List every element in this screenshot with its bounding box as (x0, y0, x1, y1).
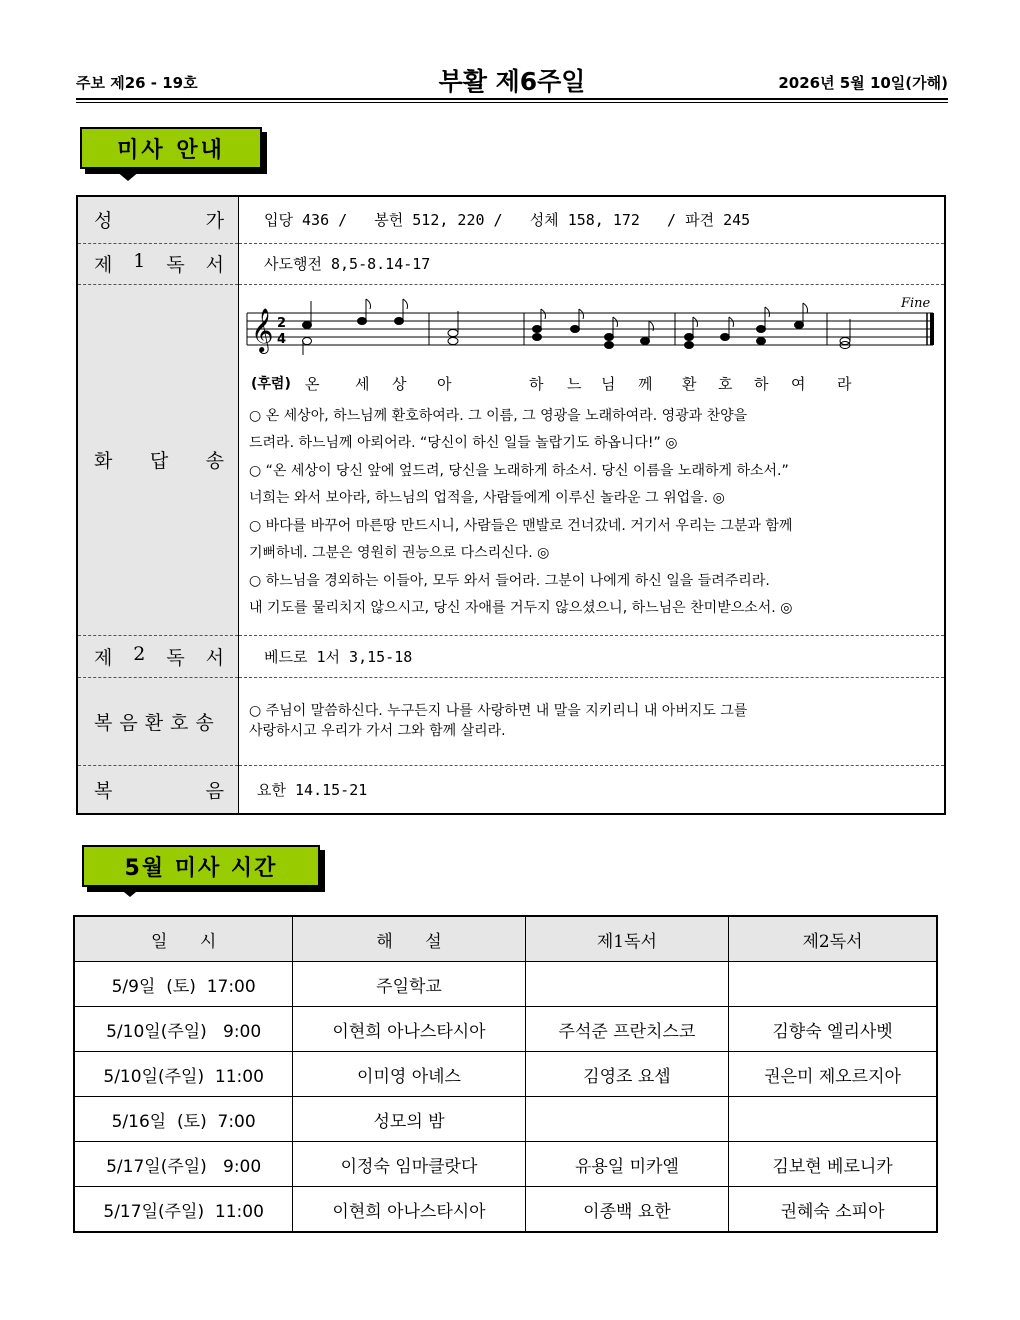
music-staff: 𝄞 2 4 Fine (후렴) 온 세 상 아 하 느 님 께 환 호 하 여 라 (239, 293, 944, 403)
table-row: 5/16일 (토) 7:00 성모의 밤 (74, 1097, 937, 1142)
page-title: 부활 제6주일 (438, 67, 586, 96)
row-acclamation (77, 677, 945, 765)
row-hymns (77, 196, 945, 243)
label-psalm: 화 답 송 (77, 284, 239, 635)
svg-text:2: 2 (277, 315, 287, 331)
psalm-cell (239, 284, 946, 635)
acclamation-text: ○ 주님이 말씀하신다. 누구든지 나를 사랑하면 내 말을 지키리니 내 아버지도 그를 사랑하시고 우리가 가서 그와 함께 살리라. (239, 677, 946, 765)
col-header-reading1: 제1독서 (525, 916, 728, 962)
banner-arrow-icon (118, 887, 142, 897)
reading1-value: 사도행전 8,5-8.14-17 (239, 243, 946, 284)
svg-text:4: 4 (277, 331, 287, 347)
table-row: 5/10일(주일) 11:00 이미영 아녜스 김영조 요셉 권은미 제오르지아 (74, 1052, 937, 1097)
row-reading1 (77, 243, 945, 284)
row-gospel (77, 765, 945, 814)
gospel-value: 요한 14.15-21 (257, 780, 368, 799)
header-rule-thin (76, 102, 948, 103)
section-banner-mass-times (82, 845, 320, 887)
table-row: 5/10일(주일) 9:00 이현희 아나스타시아 주석준 프란치스코 김향숙 엘리사벳 (74, 1007, 937, 1052)
issue-date: 2026년 5월 10일(가해) (778, 74, 948, 92)
psalm-verses: ○ 온 세상아, 하느님께 환호하여라. 그 이름, 그 영광을 노래하여라. 영광과 찬양을 드려라. 하느님께 아뢰어라. “당신이 하신 일들 놀랍기도 하옵니다!” ◎ ○ “온 세상이 당신 앞에 엎드려, 당신을 노래하게 하소서. 당신 이름을 노래하게 하소서.” 너희는 와서 보아라, 하느님의 업적을, 사람들에게 이루신 놀라운 그 위업을. ◎ ○ 바다를 바꾸어 마른땅 만드시니, 사람들은 맨발로 건너갔네. 거기서 우리는 그분과 함께 기뻐하네. 그분은 영원히 권능으로 다스리신다. ◎ ○ 하느님을 경외하는 이들아, 모두 와서 들어라. 그분이 나에게 하신 일을 들려주리라. 내 기도를 물리치지 않으시고, 당신 자애를 거두지 않으셨으니, 하느님은 찬미받으소서. ◎ (249, 407, 793, 616)
col-header-commentator: 해 설 (293, 916, 525, 962)
section-title: 미사 안내 (117, 137, 225, 163)
section-title: 5월 미사 시간 (124, 855, 278, 881)
issue-number: 주보 제26 - 19호 (76, 74, 198, 92)
label-hymns: 성 가 (77, 196, 239, 243)
label-reading2: 제 2 독 서 (77, 635, 239, 677)
row-psalm (77, 284, 945, 635)
table-row: 5/17일(주일) 9:00 이정숙 임마클랏다 유용일 미카엘 김보현 베로니카 (74, 1142, 937, 1187)
table-row: 5/9일 (토) 17:00 주일학교 (74, 962, 937, 1007)
table-row: 5/17일(주일) 11:00 이현희 아나스타시아 이종백 요한 권혜숙 소피아 (74, 1187, 937, 1233)
section-banner-mass-guide (80, 127, 262, 169)
sheet-music-icon (239, 293, 939, 373)
svg-text:Fine: Fine (901, 295, 931, 311)
svg-text:𝄞: 𝄞 (251, 307, 274, 352)
bulletin-header (76, 62, 948, 102)
col-header-reading2: 제2독서 (729, 916, 937, 962)
mass-schedule-table (73, 915, 938, 1233)
header-rule (76, 98, 948, 100)
label-gospel: 복 음 (77, 765, 239, 814)
label-reading1: 제 1 독 서 (77, 243, 239, 284)
col-header-datetime: 일 시 (74, 916, 293, 962)
refrain-label: (후렴) (251, 375, 291, 392)
reading2-value: 베드로 1서 3,15-18 (239, 635, 946, 677)
label-acclamation: 복음환호송 (77, 677, 239, 765)
row-reading2 (77, 635, 945, 677)
hymns-value: 입당 436 / 봉헌 512, 220 / 성체 158, 172 / 파견 245 (239, 196, 946, 243)
mass-guide-table (76, 195, 946, 815)
banner-arrow-icon (116, 171, 140, 181)
schedule-header-row (74, 916, 937, 962)
